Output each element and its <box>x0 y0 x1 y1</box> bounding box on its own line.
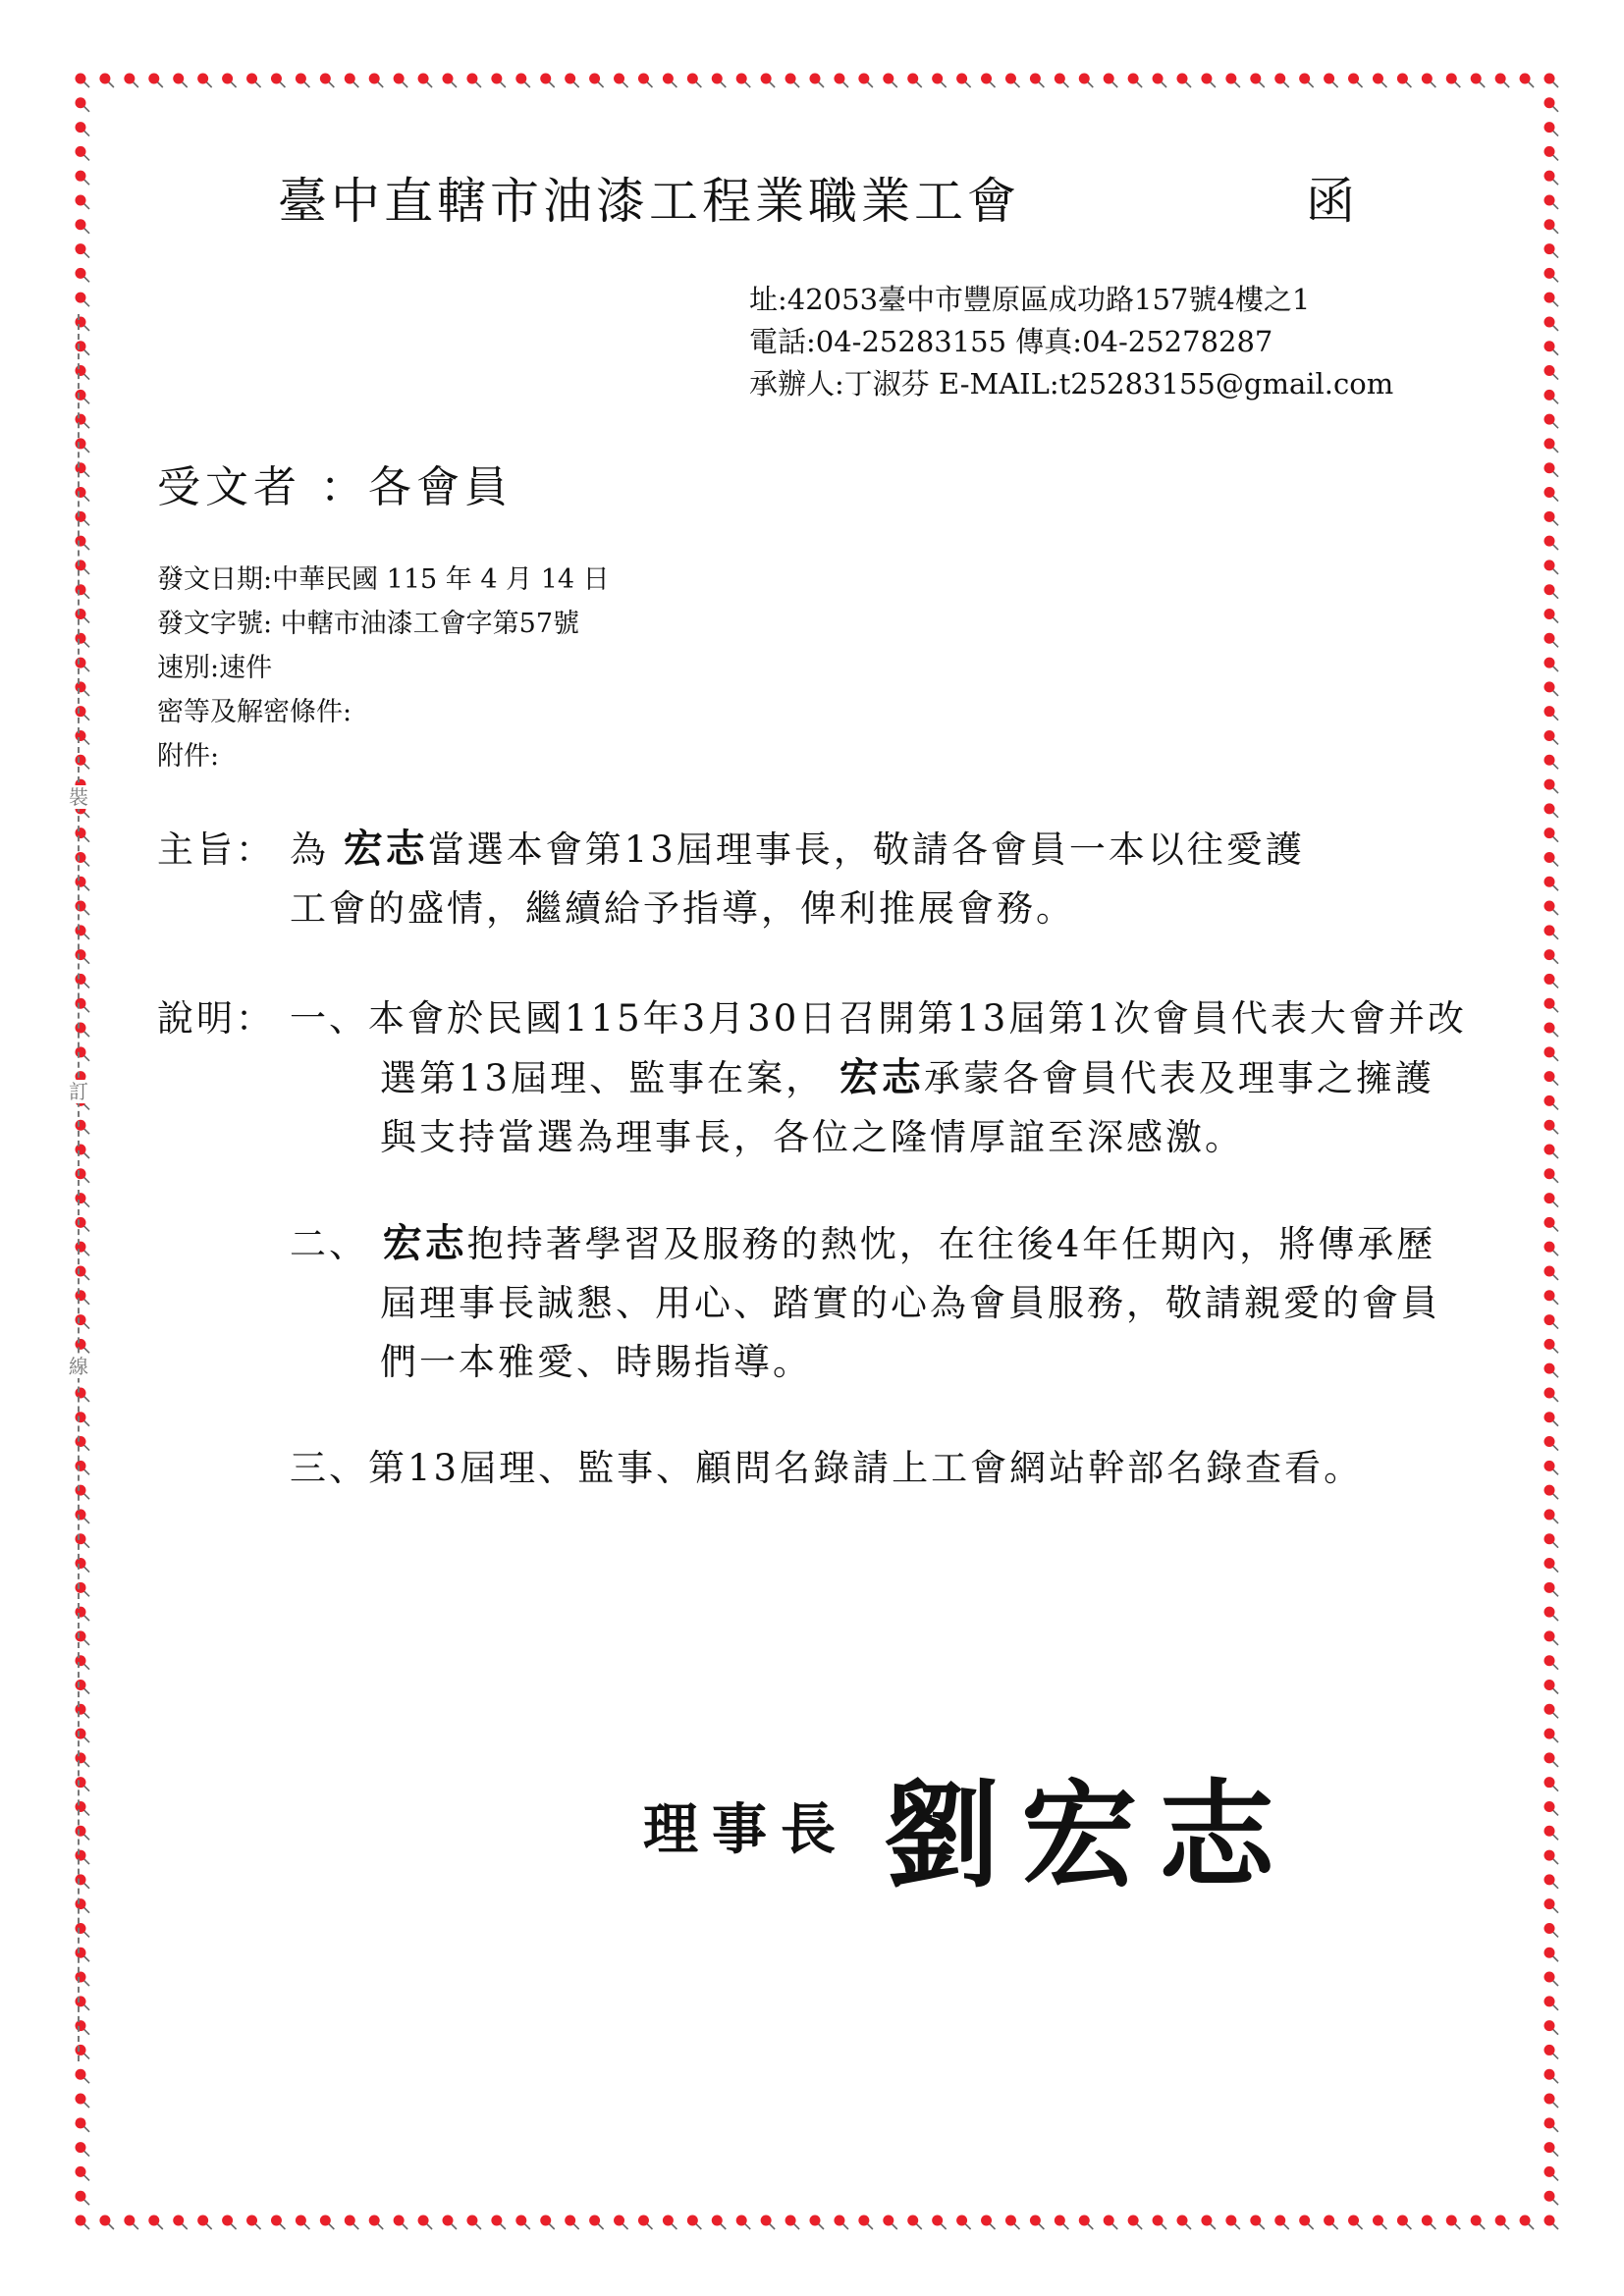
issue-date: 發文日期:中華民國 115 年 4 月 14 日 <box>157 564 610 595</box>
explanation-item-3: 三、第13屆理、監事、顧問名錄請上工會網站幹部名錄查看。 <box>290 1447 1364 1489</box>
document-number: 發文字號: 中轄市油漆工會字第57號 <box>157 609 580 639</box>
recipient-line: 受文者 ：各會員 <box>157 462 513 512</box>
attachment-line: 附件: <box>157 741 220 772</box>
binding-mark-zhuang: 裝 <box>69 785 88 809</box>
address-line: 址:42053臺中市豐原區成功路157號4樓之1 <box>749 283 1311 316</box>
document-meta <box>157 558 610 778</box>
binding-line <box>67 314 90 2061</box>
item-2-name: 宏志 <box>382 1220 467 1266</box>
subject-section: 主旨： 為 宏志當選本會第13屆理事長，敬請各會員一本以往愛護 工會的盛情，繼續給予指導，俾利推展會務。 <box>157 820 1305 938</box>
explanation-item-1: 一、本會於民國115年3月30日召開第13屆第1次會員代表大會并改選第13屆理、監事在案， 宏志承蒙各會員代表及理事之擁護與支持當選為理事長，各位之隆情厚誼至深感激。 <box>290 997 1467 1158</box>
subject-line-1: 當選本會第13屆理事長，敬請各會員一本以往愛護 <box>427 828 1305 871</box>
contact-block <box>749 279 1393 405</box>
explanation-item-2: 二、 宏志抱持著學習及服務的熱忱，在往後4年任期內，將傳承歷屆理事長誠懇、用心、踏實的心為會員服務，敬請親愛的會員們一本雅愛、時賜指導。 <box>290 1220 1440 1383</box>
handler-email-line: 承辦人:丁淑芬 E-MAIL:t25283155@gmail.com <box>749 367 1394 400</box>
secrecy-level: 密等及解密條件: <box>157 697 352 727</box>
binding-mark-xian: 線 <box>69 1355 88 1378</box>
signature-name: 劉宏志 <box>884 1767 1297 1903</box>
item-1-name: 宏志 <box>839 1054 924 1100</box>
subject-line-2: 工會的盛情，繼續給予指導，俾利推展會務。 <box>290 887 1075 930</box>
explanation-label: 說明： <box>157 997 275 1040</box>
document-type: 函 <box>1306 173 1355 230</box>
subject-name: 宏志 <box>343 826 428 872</box>
binding-mark-ding: 訂 <box>69 1080 88 1103</box>
explanation-section <box>157 989 1472 1498</box>
organization-title: 臺中直轄市油漆工程業職業工會 <box>278 173 1020 230</box>
signature-block <box>643 1742 1296 1909</box>
speed-class: 速別:速件 <box>157 653 273 683</box>
phone-fax-line: 電話:04-25283155 傳真:04-25278287 <box>749 325 1273 358</box>
signature-title: 理事長 <box>643 1797 849 1862</box>
subject-label: 主旨： <box>157 828 275 871</box>
